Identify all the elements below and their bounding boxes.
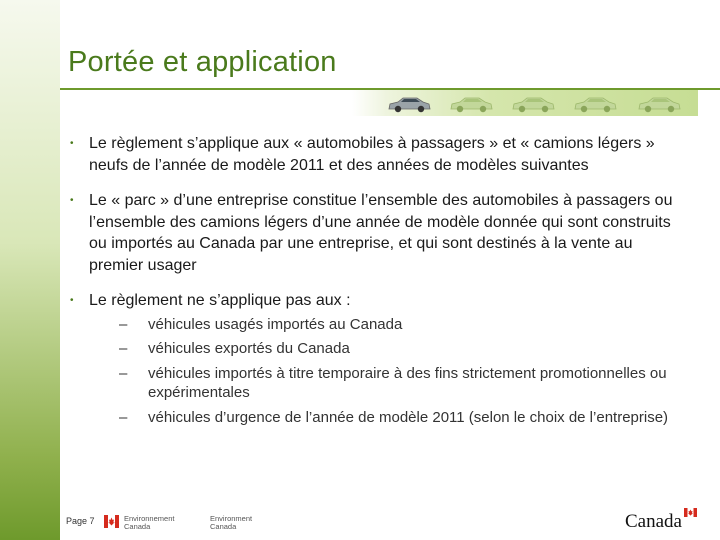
bullet-item xyxy=(68,290,688,427)
car-banner xyxy=(352,90,698,116)
logo-text: Canada xyxy=(124,522,151,531)
bullet-text: Le règlement ne s’applique pas aux : xyxy=(89,292,351,309)
sub-bullet-text: véhicules d’urgence de l’année de modèle 2011 (selon le choix de l’entreprise) xyxy=(148,408,669,426)
sub-bullet-item xyxy=(119,364,688,403)
flag-icon xyxy=(684,508,697,517)
sub-bullet-marker: – xyxy=(119,408,128,426)
bullet-text: Le règlement s’applique aux « automobiles à passagers » et « camions légers » neufs de l’année de modèle 2011 et des années de modèles suivantes xyxy=(89,135,655,174)
sub-bullet-item xyxy=(119,315,688,335)
bullet-marker: • xyxy=(70,138,74,149)
car-icon xyxy=(636,94,682,114)
sub-bullet-list xyxy=(119,315,688,428)
green-sidebar xyxy=(0,0,60,540)
page-number: Page 7 xyxy=(66,516,95,526)
sub-bullet-marker: – xyxy=(119,340,128,357)
sub-bullet-marker: – xyxy=(119,364,128,382)
logo-text: Environnement xyxy=(124,514,175,523)
sub-bullet-text: véhicules usagés importés au Canada xyxy=(148,315,403,333)
bullet-list xyxy=(68,133,688,441)
canada-wordmark xyxy=(624,507,704,533)
environment-canada-logo xyxy=(104,512,276,532)
slide-title: Portée et application xyxy=(68,46,337,78)
sub-bullet-text: véhicules importés à titre temporaire à des fins strictement promotionnelles ou expérimentales xyxy=(148,364,667,401)
sub-bullet-text: véhicules exportés du Canada xyxy=(148,340,350,357)
bullet-item xyxy=(68,133,688,176)
logo-text: Environment xyxy=(210,514,253,523)
sub-bullet-marker: – xyxy=(119,315,128,333)
flag-icon xyxy=(104,515,119,528)
car-icon xyxy=(386,94,432,114)
bullet-marker: • xyxy=(70,195,74,206)
wordmark-text: Canada xyxy=(625,511,682,532)
car-icon xyxy=(572,94,618,114)
bullet-marker: • xyxy=(70,295,74,306)
bullet-item xyxy=(68,190,688,276)
bullet-text: Le « parc » d’une entreprise constitue l’ensemble des automobiles à passagers ou l’ensemble des camions légers d’une année de modèle donnée qui sont construits ou importés au Canada par une entreprise, et qui sont destinés à la vente au premier usager xyxy=(89,192,673,274)
sub-bullet-item xyxy=(119,339,688,359)
logo-text: Canada xyxy=(210,522,237,531)
car-icon xyxy=(448,94,494,114)
sub-bullet-item xyxy=(119,408,688,428)
car-icon xyxy=(510,94,556,114)
